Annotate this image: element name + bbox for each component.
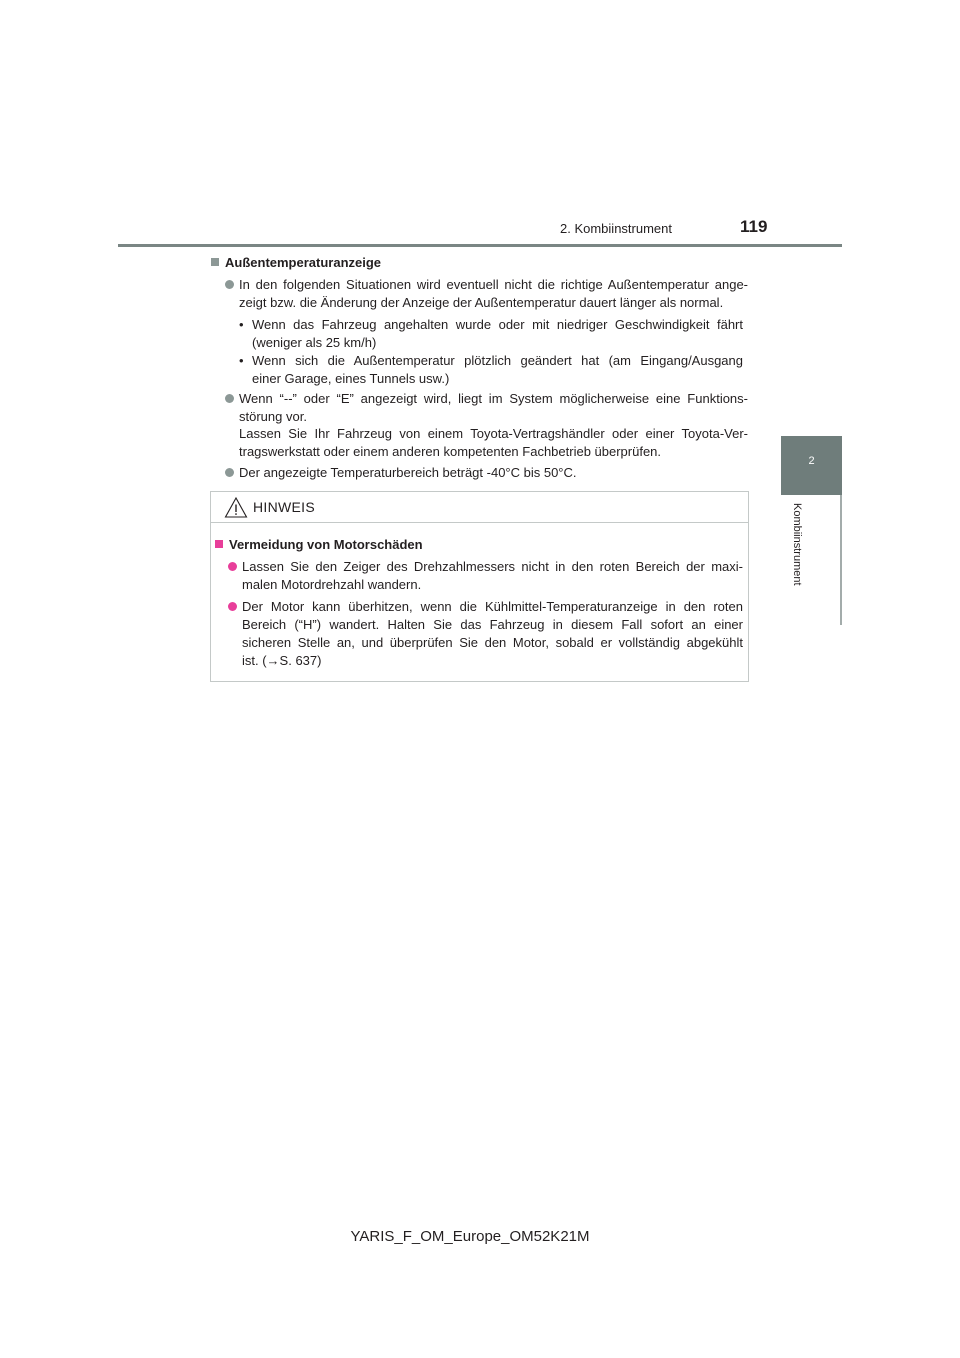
notice-text: malen Motordrehzahl wandern. — [242, 577, 422, 592]
chapter-tab-number: 2 — [808, 455, 815, 467]
sub-bullet-text: (weniger als 25 km/h) — [252, 335, 377, 350]
sub-bullet-text: Wenn sich die Außentemperatur plötzlich geändert hat (am Eingang/Ausgang — [252, 353, 743, 368]
sub-bullet-marker: • — [239, 353, 244, 368]
bullet-text: Lassen Sie Ihr Fahrzeug von einem Toyota-Vertragshändler oder einer Toyota-Ver- — [239, 426, 748, 441]
round-bullet-icon — [225, 394, 234, 403]
bullet-text: zeigt bzw. die Änderung der Anzeige der Außentemperatur dauert länger als normal. — [239, 295, 724, 310]
notice-text: Bereich (“H”) wandert. Halten Sie das Fahrzeug in diesem Fall sofort an einer — [242, 617, 743, 632]
round-bullet-icon — [228, 602, 237, 611]
bullet-text: Der angezeigte Temperaturbereich beträgt -40°C bis 50°C. — [239, 465, 577, 480]
notice-text: Der Motor kann überhitzen, wenn die Kühlmittel-Temperaturanzeige in den roten — [242, 599, 743, 614]
sub-bullet-text: einer Garage, eines Tunnels usw.) — [252, 371, 450, 386]
notice-title: HINWEIS — [253, 499, 315, 515]
notice-text: sicheren Stelle an, und überprüfen Sie den Motor, sobald er vollständig abgekühlt — [242, 635, 743, 650]
notice-text: Lassen Sie den Zeiger des Drehzahlmessers nicht in den roten Bereich der maxi- — [242, 559, 743, 574]
warning-triangle-icon — [224, 496, 248, 520]
notice-text: ist. (→S. 637) — [242, 653, 322, 668]
sub-bullet-text: Wenn das Fahrzeug angehalten wurde oder mit niedriger Geschwindigkeit fährt — [252, 317, 743, 332]
round-bullet-icon — [225, 280, 234, 289]
section-heading: Außentemperaturanzeige — [225, 255, 382, 270]
chapter-tab-label: Kombiinstrument — [791, 503, 803, 586]
sub-bullet-marker: • — [239, 317, 244, 332]
notice-heading: Vermeidung von Motorschäden — [229, 537, 423, 552]
bullet-text: In den folgenden Situationen wird eventuell nicht die richtige Außentemperatur ange- — [239, 277, 748, 292]
square-bullet-icon — [215, 540, 223, 548]
section-title: 2. Kombiinstrument — [560, 221, 672, 236]
square-bullet-icon — [211, 258, 219, 266]
chapter-tab-rule — [840, 495, 842, 625]
header-rule — [118, 244, 842, 247]
round-bullet-icon — [228, 562, 237, 571]
round-bullet-icon — [225, 468, 234, 477]
bullet-text: störung vor. — [239, 409, 307, 424]
document-code: YARIS_F_OM_Europe_OM52K21M — [350, 1228, 590, 1245]
bullet-text: tragswerkstatt oder einem anderen kompetenten Fachbetrieb überprüfen. — [239, 444, 662, 459]
page-number: 119 — [740, 217, 768, 236]
notice-divider — [211, 522, 748, 523]
bullet-text: Wenn “--” oder “E” angezeigt wird, liegt im System möglicherweise eine Funktions- — [239, 391, 748, 406]
